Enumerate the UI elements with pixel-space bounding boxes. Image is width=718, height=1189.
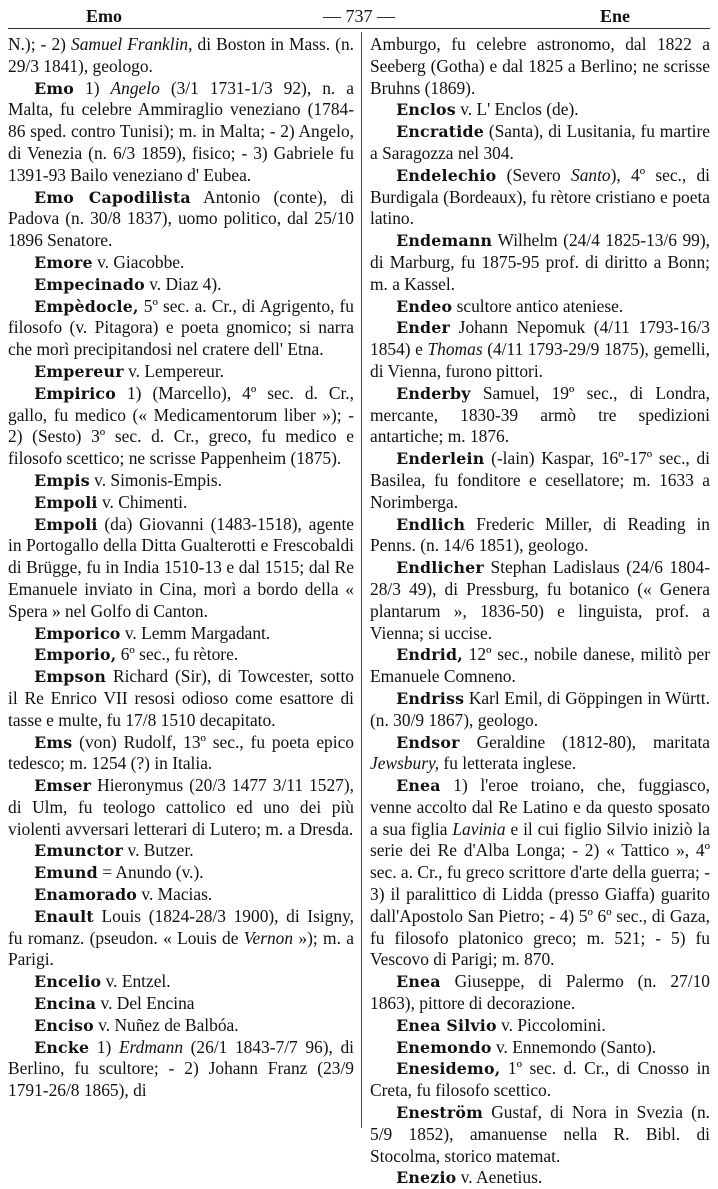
dictionary-entry [8,252,354,274]
entry-text: Gustaf, di Nora in Svezia (n. 5/9 1852), amanuense nella R. Bibl. di Stocolma, storico matemat. [370,1102,710,1166]
entry-text: v. Diaz 4). [144,273,222,294]
entry-text: 1) l'eroe troiano, che, fuggiasco, venne accolto dal Re Latino e da questo sposato a sua figlia [370,775,710,839]
entry-headword: Endeo [396,296,453,316]
entry-headword: Empoli [34,492,98,512]
entry-headword: Eneström [396,1103,484,1123]
dictionary-entry [370,1167,710,1189]
dictionary-entry [370,34,710,99]
header-left-guide-word: Emo [86,6,122,26]
entry-text: 1) [89,1036,119,1057]
dictionary-entry [370,644,710,688]
entry-text: Frederic Miller, di Reading in Penns. (n. 14/6 1851), geologo. [370,513,710,556]
entry-text: Geraldine (1812-80), maritata [459,731,710,752]
dictionary-entry [370,1037,710,1059]
entry-text: Richard (Sir), di Towcester, sotto il Re Enrico VII resosi odioso come esattore di tasse e multe, fu 17/8 1510 decapitato. [8,666,354,730]
entry-headword: Emo [34,78,74,98]
entry-text: = Anundo (v.). [97,862,204,883]
entry-text: v. Del Encina [96,993,195,1014]
dictionary-entry [8,1015,354,1037]
dictionary-entry [8,78,354,187]
entry-headword: Emunctor [34,841,124,861]
entry-text: e il cui figlio Silvio iniziò la serie dei Re d'Alba Longa; - 2) « Tattico », 4º sec. a. Cr., fu greco scrittore d'arte della guerra; - 3) il paralittico di Lidda (presso Giaffa) guarito dall'Apostolo San Pietro; - 4) 5º 6º sec., di Gaza, fu filosofo platonico greco; m. 521; - 5) fu Vescovo di Parigi; m. 870. [370,818,710,970]
entry-headword: Endelechio [396,165,497,185]
entry-headword: Endsor [396,732,460,752]
dictionary-entry [8,274,354,296]
dictionary-entry [370,775,710,971]
entry-headword: Ems [34,732,73,752]
dictionary-entry [8,492,354,514]
entry-headword: Endriss [396,688,465,708]
dictionary-entry [370,1015,710,1037]
entry-headword: Emo Capodilista [34,187,191,207]
entry-text: Giuseppe, di Palermo (n. 27/10 1863), pittore di decorazione. [370,971,710,1014]
entry-headword: Empis [34,470,90,490]
entry-text: v. Macias. [137,884,213,905]
dictionary-entry [8,514,354,623]
entry-headword: Enea Silvio [396,1015,497,1035]
entry-text: di Boston in Mass. (n. 29/3 1841), geologo. [8,34,355,76]
entry-headword: Emore [34,252,93,272]
dictionary-entry [8,906,354,971]
entry-headword: Enesidemo, [396,1059,501,1079]
entry-headword: Empoli [34,514,98,534]
entry-text: (Santa), di Lusitania, fu martire a Saragozza nel 304. [370,121,710,163]
entry-headword: Encina [34,994,97,1014]
entry-headword: Endemann [396,231,493,251]
entry-text: Hieronymus (20/3 1477 3/11 1527), di Ulm, fu teologo cattolico ed uno dei più violenti avversari letterari di Lutero; m. a Dresda. [8,775,354,839]
entry-headword: Emund [34,863,98,883]
header-right-guide-word: Ene [599,6,630,26]
dictionary-entry [370,732,710,776]
entry-headword: Empereur [34,361,124,381]
dictionary-entry [8,623,354,645]
entry-text: Samuel, 19º sec., di Londra, mercante, 1830-39 armò tre spedizioni antartiche; m. 1876. [370,382,710,447]
entry-headword: Ender [396,318,451,338]
dictionary-entry [8,840,354,862]
entry-text: 1) (Marcello), 4º sec. d. Cr., gallo, fu medico (« Medicamentorum liber »); - 2) (Sesto) 3º sec. d. Cr., greco, fu medico e filosofo scettico; ne scrisse Pappenheim (1875). [8,382,354,469]
entry-text: Antonio (conte), di Padova (n. 30/8 1837), uomo politico, dal 25/10 1896 Senatore. [8,186,354,251]
entry-text: v. Piccolomini. [496,1014,606,1035]
entry-italic-text: Vernon [243,927,294,948]
entry-text: v. Butzer. [123,840,194,861]
entry-text: 12º sec., nobile danese, militò per Emanuele Comneno. [370,644,710,687]
entry-text: v. Ennemondo (Santo). [491,1036,657,1057]
dictionary-entry [370,121,710,165]
entry-text: v. Simonis-Empis. [89,469,223,490]
entry-text: (da) Giovanni (1483-1518), agente in Portogallo della Ditta Gualterotti e Frescobaldi di Brügge, fu in India 1510-13 e dal 1515; dal Re Emanuele inviato in Cina, morì a bordo della « Spera » nel Golfo di Canton. [8,513,354,621]
entry-text: Johann Nepomuk (4/11 1793-16/3 1854) e [370,317,710,360]
column-divider [361,32,362,1128]
entry-text: (-lain) Kaspar, 16º-17º sec., di Basilea, fu fonditore e cesellatore; m. 1633 a Norimberga. [370,448,710,512]
entry-headword: Enemondo [396,1037,492,1057]
left-column [8,34,354,1102]
dictionary-entry [370,514,710,558]
entry-text: v. Lempereur. [123,360,225,381]
entry-headword: Encelio [34,972,102,992]
entry-text: Karl Emil, di Göppingen in Württ. (n. 30/9 1867), geologo. [370,687,710,730]
dictionary-entry [8,732,354,776]
entry-text: ), 4º sec., di Burdigala (Bordeaux), fu rètore cristiano e poeta latino. [370,164,711,229]
entry-text: (Severo [496,164,571,185]
dictionary-entry [370,971,710,1015]
entry-text: (von) Rudolf, 13º sec., fu poeta epico tedesco; m. 1254 (?) in Italia. [8,731,354,774]
entry-italic-text: Jewsbury, [370,753,440,774]
entry-headword: Emser [34,776,92,796]
entry-text: N.); - 2) [8,34,71,54]
dictionary-entry [8,666,354,731]
dictionary-entry [370,383,710,448]
entry-headword: Encratide [396,122,484,142]
entry-italic-text: Angelo [110,77,160,98]
dictionary-entry [8,34,354,78]
entry-text: v. Lemm Margadant. [120,622,271,643]
dictionary-entry [370,1058,710,1102]
entry-headword: Empecinado [34,274,145,294]
dictionary-entry [370,448,710,513]
dictionary-entry [8,862,354,884]
entry-headword: Endlicher [396,558,484,578]
dictionary-entry [8,383,354,470]
entry-headword: Enciso [34,1015,94,1035]
entry-headword: Enderby [396,383,471,403]
entry-headword: Enea [396,972,441,992]
dictionary-entry [370,688,710,732]
entry-text: fu letterata inglese. [439,753,577,774]
dictionary-entry [370,317,710,382]
entry-headword: Emporico [34,623,121,643]
page-number: — 737 — [323,6,395,26]
dictionary-entry [370,165,710,230]
entry-headword: Enamorado [34,885,138,905]
entry-text: Wilhelm (24/4 1825-13/6 99), di Marburg, fu 1875-95 prof. di diritto a Bonn; m. a Kassel. [370,230,710,294]
entry-headword: Enderlein [396,449,485,469]
dictionary-entry [370,557,710,644]
entry-headword: Emporio, [34,645,117,665]
dictionary-entry [8,884,354,906]
entry-text: 6º sec., fu rètore. [116,644,239,665]
entry-text: Stephan Ladislaus (24/6 1804-28/3 49), di Pressburg, fu botanico (« Genera plantarum », 1836-50) e linguista, prof. a Vienna; si uccise. [370,557,710,643]
entry-text: scultore antico ateniese. [452,295,624,316]
entry-headword: Enclos [396,100,456,120]
entry-text: 1º sec. d. Cr., di Cnosso in Creta, fu filosofo scettico. [370,1058,710,1101]
entry-italic-text: Santo [571,164,611,185]
entry-text: (26/1 1843-7/7 96), di Berlino, fu scultore; - 2) Johann Franz (23/9 1791-26/8 1865), di [8,1036,355,1101]
entry-text: (3/1 1731-1/3 92), n. a Malta, fu celebre Ammiraglio veneziano (1784-86 sped. contro Tunisi); m. in Malta; - 2) Angelo, di Venezia (n. 6/3 1859), fisico; - 3) Gabriele fu 1391-93 Bailo veneziano d' Eubea. [8,77,354,185]
dictionary-entry [8,644,354,666]
right-column [370,34,710,1189]
header-rule [8,28,710,29]
dictionary-entry [8,470,354,492]
dictionary-entry [8,361,354,383]
entry-text: (4/11 1793-29/9 1875), gemelli, di Vienna, furono pittori. [370,339,710,381]
entry-italic-text: Samuel Franklin, [71,34,193,54]
entry-text: v. Giacobbe. [92,251,185,272]
entry-italic-text: Lavinia [452,818,506,839]
dictionary-entry [8,971,354,993]
dictionary-entry [8,1037,354,1102]
entry-headword: Endrid, [396,645,463,665]
dictionary-entry [8,993,354,1015]
dictionary-entry [8,296,354,361]
dictionary-entry [370,230,710,295]
entry-text: »); m. a Parigi. [8,927,354,970]
entry-text: Louis (1824-28/3 1900), di Isigny, fu romanz. (pseudon. « Louis de [8,905,354,948]
entry-headword: Enezio [396,1168,457,1188]
entry-text: v. Aenetius. [456,1167,543,1188]
entry-italic-text: Thomas [427,339,483,360]
entry-italic-text: Erdmann [118,1036,184,1057]
entry-text: v. Nuñez de Balbóa. [93,1014,239,1035]
entry-text: v. L' Enclos (de). [455,99,579,120]
dictionary-entry [8,775,354,840]
entry-text: v. Entzel. [101,971,171,992]
entry-headword: Enea [396,776,441,796]
dictionary-entry [8,187,354,252]
entry-text: 5º sec. a. Cr., di Agrigento, fu filosofo (v. Pitagora) e poeta gnomico; si narra che morì precipitandosi nel cratere dell' Etna. [8,295,354,360]
dictionary-entry [370,99,710,121]
entry-headword: Endlich [396,514,466,534]
dictionary-entry [370,296,710,318]
entry-text: Amburgo, fu celebre astronomo, dal 1822 a Seeberg (Gotha) e dal 1825 a Berlino; ne scrisse Bruhns (1869). [370,34,710,98]
entry-headword: Empirico [34,383,116,403]
entry-headword: Empson [34,667,107,687]
entry-text: 1) [74,77,111,98]
page-header [0,4,718,28]
dictionary-entry [370,1102,710,1167]
entry-headword: Enault [34,906,94,926]
entry-text: v. Chimenti. [97,491,188,512]
entry-headword: Empèdocle, [34,296,139,316]
entry-headword: Encke [34,1037,90,1057]
